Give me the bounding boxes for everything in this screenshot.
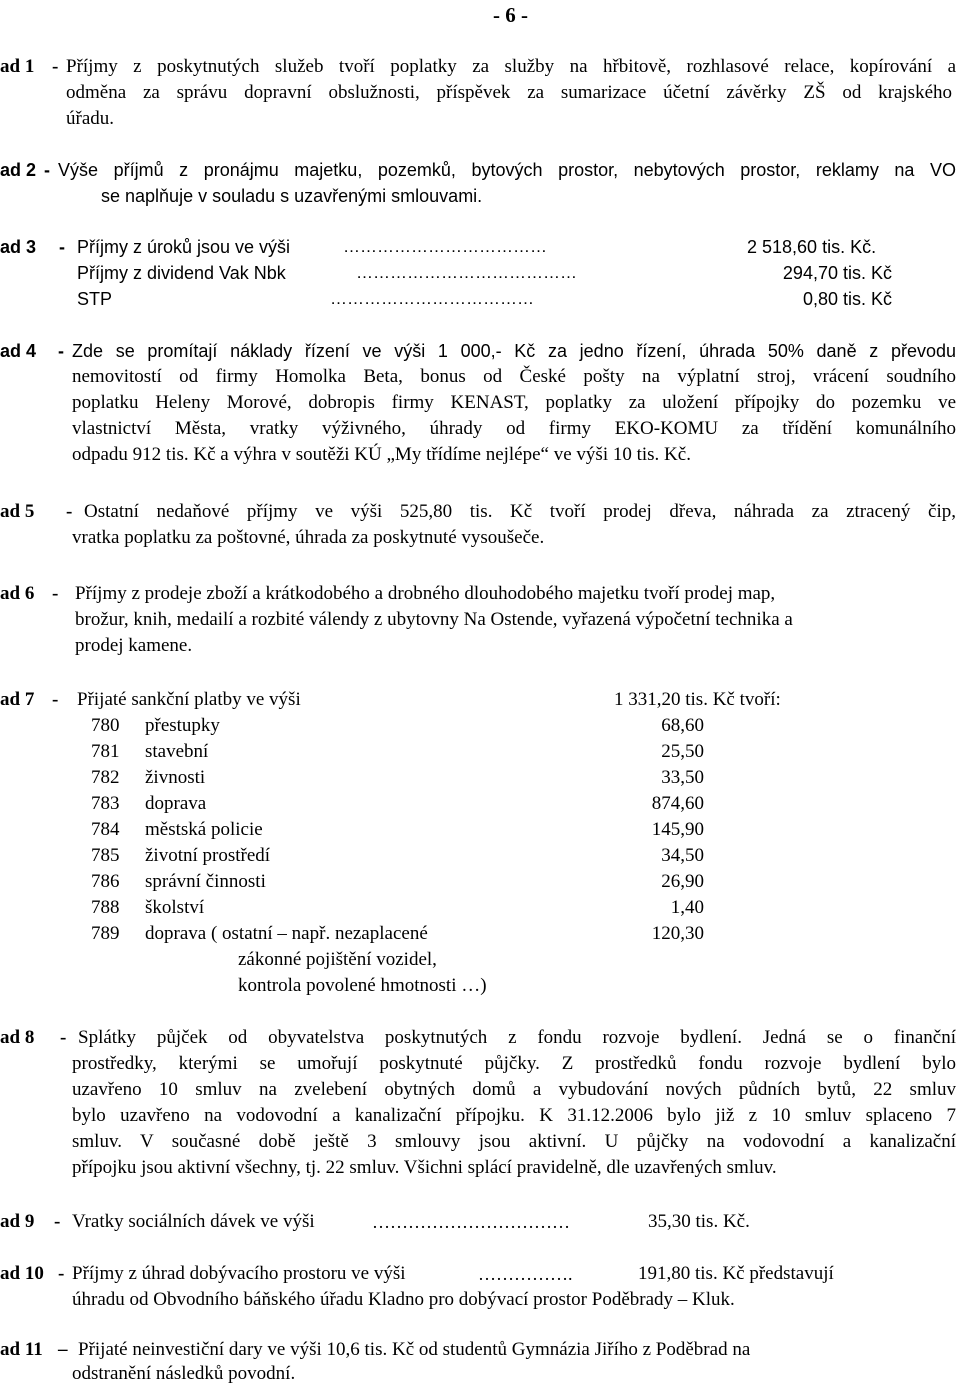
section-label: ad 1: [0, 56, 35, 77]
paragraph-line: prodej kamene.: [75, 635, 193, 656]
paragraph-line: smluv. V současné době ještě 3 smlouvy jsou aktivní. U půjčky na vodovodní a kanalizační: [72, 1131, 956, 1152]
paragraph-line: nemovitostí od firmy Homolka Beta, bonus od České pošty na výplatní stroj, vrácení soudního: [72, 366, 956, 387]
income-row-text: Příjmy z dividend Vak Nbk: [77, 263, 286, 283]
leader-dots: …………….: [478, 1264, 573, 1284]
item-continuation: zákonné pojištění vozidel,: [238, 949, 437, 970]
paragraph-line: uzavřeno 10 smluv na zvelebení obytných domů a vybudování nových půdních bytů, 22 smluv: [72, 1079, 956, 1100]
paragraph-line: Přijaté neinvestiční dary ve výši 10,6 tis. Kč od studentů Gymnázia Jiřího z Poděbrad na: [78, 1339, 751, 1360]
section-dash: -: [60, 1027, 67, 1048]
section-dash: -: [52, 56, 59, 77]
item-value: 26,90: [661, 871, 704, 892]
item-value: 145,90: [651, 819, 704, 840]
section-dash: -: [44, 160, 50, 180]
paragraph-line: vlastnictví Města, vratky výživného, úhrady od firmy EKO-KOMU za třídění komunálního: [72, 418, 956, 439]
item-name: doprava ( ostatní – např. nezaplacené: [145, 923, 428, 944]
item-name: správní činnosti: [145, 871, 266, 892]
section-label: ad 6: [0, 583, 35, 604]
income-row-value: 294,70 tis. Kč: [782, 263, 892, 283]
item-code: 788: [91, 897, 120, 918]
section-label: ad 11: [0, 1339, 43, 1360]
leader-dots: ……………………………: [372, 1212, 570, 1232]
item-value: 25,50: [661, 741, 704, 762]
income-row-value: 0,80 tis. Kč: [802, 289, 892, 309]
refund-value: 35,30 tis. Kč.: [648, 1211, 750, 1232]
section-dash: -: [52, 583, 59, 604]
section-label: ad 5: [0, 501, 35, 522]
section-label: ad 3: [0, 237, 37, 257]
section-dash: -: [52, 689, 59, 710]
item-name: doprava: [145, 793, 207, 814]
paragraph-line: Výše příjmů z pronájmu majetku, pozemků, bytových prostor, nebytových prostor, reklamy na VO: [58, 160, 956, 180]
income-row-value: 2 518,60 tis. Kč.: [747, 237, 877, 257]
item-name: městská policie: [145, 819, 263, 840]
section-label: ad 9: [0, 1211, 35, 1232]
fines-header-text: Přijaté sankční platby ve výši: [77, 689, 301, 710]
section-label: ad 7: [0, 689, 35, 710]
paragraph-line: bylo uzavřeno na vodovodní a kanalizační přípojku. K 31.12.2006 bylo již z 10 smluv splaceno 7: [72, 1105, 956, 1126]
item-code: 789: [91, 923, 120, 944]
item-value: 120,30: [651, 923, 704, 944]
income-row-text: STP: [77, 289, 113, 309]
income-row-text: Příjmy z úroků jsou ve výši: [77, 237, 291, 257]
paragraph-line: odstranění následků povodní.: [72, 1363, 296, 1384]
paragraph-line: úřadu.: [66, 108, 115, 129]
paragraph-line: odpadu 912 tis. Kč a výhra v soutěži KÚ „My třídíme nejlépe“ ve výši 10 tis. Kč.: [72, 444, 691, 465]
page-number: - 6 -: [493, 3, 528, 27]
section-label: ad 10: [0, 1263, 44, 1284]
mining-text: Příjmy z úhrad dobývacího prostoru ve výši: [72, 1263, 406, 1284]
paragraph-line: Ostatní nedaňové příjmy ve výši 525,80 tis. Kč tvoří prodej dřeva, náhrada za ztracený čip,: [84, 501, 956, 522]
paragraph-line: poplatku Heleny Morové, dobropis firmy KENAST, poplatky za uložení přípojky do pozemku ve: [72, 392, 956, 413]
section-dash: -: [66, 501, 73, 522]
section-label: ad 8: [0, 1027, 35, 1048]
section-dash: –: [58, 1339, 68, 1360]
item-value: 33,50: [661, 767, 704, 788]
item-code: 784: [91, 819, 120, 840]
paragraph-line: se naplňuje v souladu s uzavřenými smlouvami.: [101, 186, 483, 206]
fines-header-value: 1 331,20 tis. Kč tvoří:: [614, 689, 781, 710]
item-value: 68,60: [661, 715, 704, 736]
paragraph-line: přípojku jsou aktivní všechny, tj. 22 smluv. Všichni splácí pravidelně, dle uzavřených smluv.: [72, 1157, 777, 1178]
item-name: přestupky: [145, 715, 220, 736]
section-dash: -: [59, 237, 65, 257]
item-name: živnosti: [145, 767, 206, 788]
mining-value: 191,80 tis. Kč představují: [638, 1263, 834, 1284]
leader-dots: ………………………………: [343, 237, 547, 256]
section-label: ad 2: [0, 160, 37, 180]
section-dash: -: [58, 341, 64, 361]
leader-dots: ………………………………: [330, 289, 534, 308]
item-name: životní prostředí: [145, 845, 271, 866]
item-value: 1,40: [670, 897, 704, 918]
paragraph-line: vratka poplatku za poštovné, úhrada za poskytnuté vysoušeče.: [72, 527, 545, 548]
item-name: stavební: [145, 741, 209, 762]
item-code: 783: [91, 793, 120, 814]
item-value: 874,60: [651, 793, 704, 814]
section-label: ad 4: [0, 341, 37, 361]
item-value: 34,50: [661, 845, 704, 866]
section-dash: -: [58, 1263, 65, 1284]
item-code: 780: [91, 715, 120, 736]
section-dash: -: [54, 1211, 61, 1232]
item-code: 786: [91, 871, 120, 892]
item-code: 781: [91, 741, 120, 762]
leader-dots: …………………………………: [356, 263, 577, 282]
item-continuation: kontrola povolené hmotnosti …): [238, 975, 487, 996]
paragraph-line: prostředky, kterými se umořují poskytnuté půjčky. Z prostředků fondu rozvoje bydlení bylo: [72, 1053, 956, 1074]
refund-text: Vratky sociálních dávek ve výši: [72, 1211, 315, 1232]
paragraph-line: Splátky půjček od obyvatelstva poskytnutých z fondu rozvoje bydlení. Jedná se o finanční: [78, 1027, 956, 1048]
paragraph-line: Příjmy z prodeje zboží a krátkodobého a drobného dlouhodobého majetku tvoří prodej map,: [75, 583, 776, 604]
item-code: 785: [91, 845, 120, 866]
paragraph-line: brožur, knih, medailí a rozbité válendy z ubytovny Na Ostende, vyřazená výpočetní technika a: [75, 609, 793, 630]
item-name: školství: [145, 897, 205, 918]
paragraph-line: Příjmy z poskytnutých služeb tvoří poplatky za služby na hřbitově, rozhlasové relace, kopírování a: [66, 56, 956, 77]
paragraph-line: Zde se promítají náklady řízení ve výši 1 000,- Kč za jedno řízení, úhrada 50% daně z převodu: [72, 341, 956, 361]
paragraph-line: odměna za správu dopravní obslužnosti, příspěvek za sumarizace účetní závěrky ZŠ od krajského: [66, 82, 952, 103]
item-code: 782: [91, 767, 120, 788]
paragraph-line: úhradu od Obvodního báňského úřadu Kladno pro dobývací prostor Poděbrady – Kluk.: [72, 1289, 735, 1310]
